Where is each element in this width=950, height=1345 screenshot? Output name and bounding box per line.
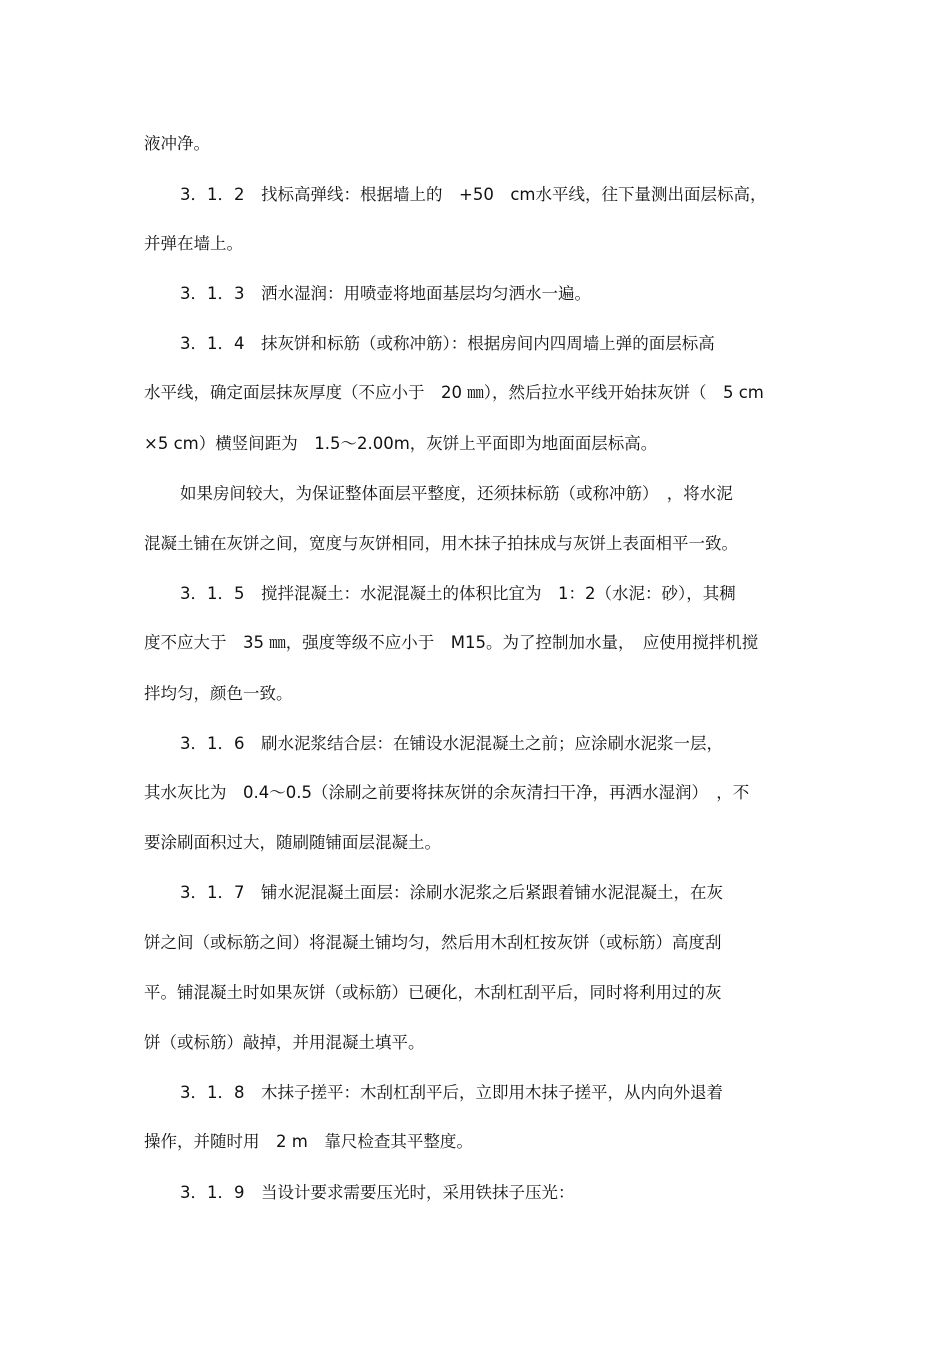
text-line: 水平线，确定面层抹灰厚度（不应小于 20 ㎜），然后拉水平线开始抹灰饼（ 5 cm [144, 383, 764, 402]
text-line: 3．1．6 刷水泥浆结合层：在铺设水泥混凝土之前；应涂刷水泥浆一层， [180, 734, 723, 753]
text-line: 混凝土铺在灰饼之间，宽度与灰饼相同，用木抹子拍抹成与灰饼上表面相平一致。 [144, 534, 738, 553]
text-line: 饼之间（或标筋之间）将混凝土铺均匀，然后用木刮杠按灰饼（或标筋）高度刮 [144, 933, 722, 952]
text-line: 并弹在墙上。 [144, 234, 243, 253]
text-line: 3．1．3 洒水湿润：用喷壶将地面基层均匀洒水一遍。 [180, 284, 591, 303]
text-line: 如果房间较大，为保证整体面层平整度，还须抹标筋（或称冲筋） ，将水泥 [180, 484, 733, 503]
text-line: 3．1．4 抹灰饼和标筋（或称冲筋）：根据房间内四周墙上弹的面层标高 [180, 334, 715, 353]
text-line: 3．1．8 木抹子搓平：木刮杠刮平后，立即用木抹子搓平，从内向外退着 [180, 1083, 723, 1102]
text-line: 其水灰比为 0.4～0.5（涂刷之前要将抹灰饼的余灰清扫干净，再洒水湿润） ，不 [144, 783, 750, 802]
text-line: 3．1．7 铺水泥混凝土面层：涂刷水泥浆之后紧跟着铺水泥混凝土，在灰 [180, 883, 723, 902]
text-line: 操作，并随时用 2 m 靠尺检查其平整度。 [144, 1132, 473, 1151]
text-line: 平。铺混凝土时如果灰饼（或标筋）已硬化，木刮杠刮平后，同时将利用过的灰 [144, 983, 722, 1002]
text-line: ×5 cm）横竖间距为 1.5～2.00m，灰饼上平面即为地面面层标高。 [144, 434, 658, 453]
text-line: 3．1．9 当设计要求需要压光时，采用铁抹子压光： [180, 1183, 575, 1202]
text-line: 度不应大于 35 ㎜，强度等级不应小于 M15。为了控制加水量， 应使用搅拌机搅 [144, 633, 759, 652]
text-line: 3．1．5 搅拌混凝土：水泥混凝土的体积比宜为 1：2（水泥：砂），其稠 [180, 584, 736, 603]
text-line: 液冲净。 [144, 134, 210, 153]
text-line: 拌均匀，颜色一致。 [144, 684, 293, 703]
text-line: 要涂刷面积过大，随刷随铺面层混凝土。 [144, 833, 441, 852]
text-line: 饼（或标筋）敲掉，并用混凝土填平。 [144, 1033, 425, 1052]
text-line: 3．1．2 找标高弹线：根据墙上的 +50 cm水平线，往下量测出面层标高， [180, 185, 767, 204]
